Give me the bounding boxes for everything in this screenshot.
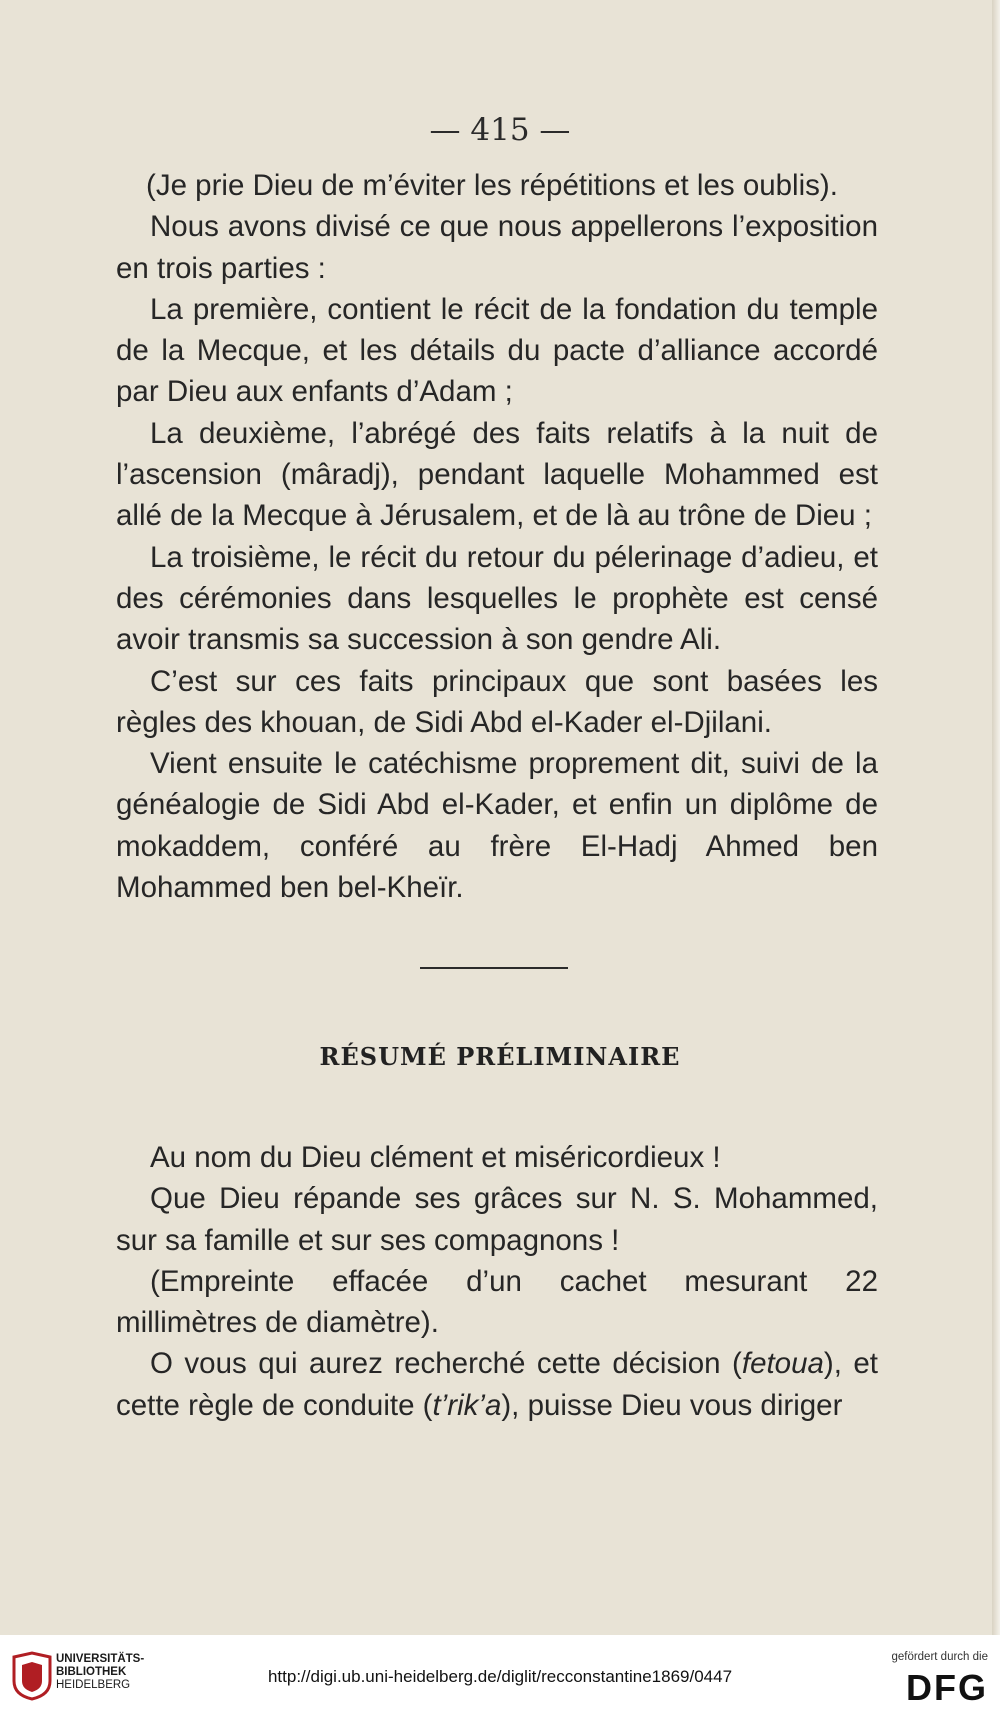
page-edge	[992, 0, 1000, 1635]
paragraph: Vient ensuite le catéchisme proprement dit, suivi de la généalogie de Sidi Abd el-Kader, et enfin un diplôme de mokaddem, conféré au frère El-Hadj Ahmed ben Mohammed ben bel-Kheïr.	[116, 747, 878, 905]
last-paragraph	[116, 1343, 878, 1426]
paragraph: Nous avons divisé ce que nous appellerons l’exposition en trois parties :	[116, 210, 878, 285]
section-title: RÉSUMÉ PRÉLIMINAIRE	[319, 1042, 681, 1071]
body-text-top	[116, 165, 878, 908]
italic-term: fetoua	[741, 1347, 824, 1381]
library-line: UNIVERSITÄTS-	[56, 1653, 145, 1665]
text-run: ), et cette règle de conduite (	[116, 1347, 878, 1422]
library-line: BIBLIOTHEK	[56, 1666, 127, 1678]
paragraph: (Je prie Dieu de m’éviter les répétitions et les oublis).	[146, 169, 838, 202]
funded-by-label: gefördert durch die	[891, 1651, 988, 1663]
body-text-bottom	[116, 1137, 878, 1426]
dfg-logo: DFG	[906, 1667, 988, 1708]
paragraph: La deuxième, l’abrégé des faits relatifs à la nuit de l’ascension (mâradj), pendant laquelle Mohammed est allé de la Mecque à Jérusalem, et de là au trône de Dieu ;	[116, 416, 878, 533]
text-run: O vous qui aurez recherché cette décision (	[150, 1347, 742, 1381]
paragraph: C’est sur ces faits principaux que sont basées les règles des khouan, de Sidi Abd el-Kader el-Djilani.	[116, 664, 878, 739]
paragraph: La troisième, le récit du retour du pélerinage d’adieu, et des cérémonies dans lesquelles le prophète est censé avoir transmis sa succession à son gendre Ali.	[116, 540, 878, 657]
paragraph: La première, contient le récit de la fondation du temple de la Mecque, et les détails du pacte d’alliance accordé par Dieu aux enfants d’Adam ;	[116, 292, 878, 409]
text-run: ), puisse Dieu vous diriger	[501, 1388, 843, 1422]
library-line: HEIDELBERG	[56, 1679, 131, 1691]
italic-term: t’rik’a	[432, 1388, 502, 1422]
permalink-url[interactable]: http://digi.ub.uni-heidelberg.de/diglit/recconstantine1869/0447	[267, 1667, 733, 1686]
footer-bar	[0, 1635, 1000, 1714]
page-number: — 415 —	[429, 112, 571, 148]
paragraph: (Empreinte effacée d’un cachet mesurant 22 millimètres de diamètre).	[116, 1264, 878, 1340]
paragraph: Que Dieu répande ses grâces sur N. S. Mohammed, sur sa famille et sur ses compagnons !	[116, 1182, 878, 1257]
paragraph: Au nom du Dieu clément et miséricordieux !	[150, 1141, 721, 1174]
section-divider	[420, 967, 568, 969]
